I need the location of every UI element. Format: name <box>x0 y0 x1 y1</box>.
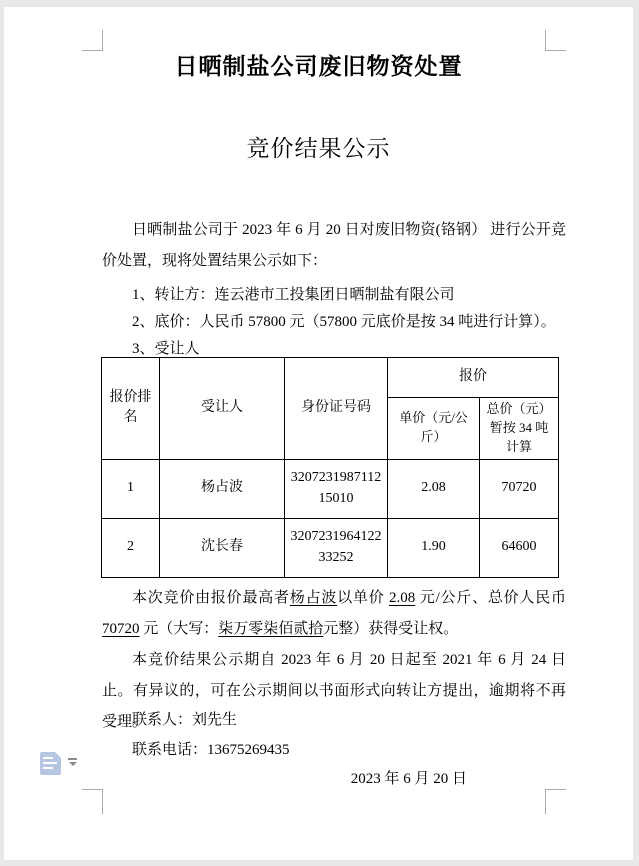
list-item-transferee: 3、受让人 <box>132 341 200 357</box>
doc-line <box>43 767 53 769</box>
dropdown-arrow-dash <box>68 758 77 760</box>
cell-total-price: 64600 <box>480 518 559 577</box>
contact-person: 联系人：刘先生 <box>132 712 238 728</box>
paste-options-icon[interactable] <box>40 752 61 775</box>
cell-total-price: 70720 <box>480 459 559 518</box>
list-item-transferor: 1、转让方：连云港市工投集团日晒制盐有限公司 <box>132 287 455 303</box>
cell-unit-price: 1.90 <box>388 518 480 577</box>
col-header-name: 受让人 <box>160 358 285 460</box>
cell-rank: 1 <box>102 459 160 518</box>
text-boundary-mark-top-left <box>82 30 103 51</box>
col-header-quote-group: 报价 <box>388 358 559 398</box>
table-header-row-1 <box>102 358 559 398</box>
document-title: 日晒制盐公司废旧物资处置 <box>174 54 463 79</box>
cell-rank: 2 <box>102 518 160 577</box>
cell-name: 沈长春 <box>160 518 285 577</box>
contact-phone: 联系电话：13675269435 <box>132 742 290 758</box>
cell-name: 杨占波 <box>160 459 285 518</box>
table-row <box>102 459 559 518</box>
intro-paragraph: 日晒制盐公司于 2023 年 6 月 20 日对废旧物资(铬钢） 进行公开竞价处置，现将处置结果公示如下： <box>102 222 566 269</box>
doc-line <box>43 757 53 759</box>
document-subtitle: 竞价结果公示 <box>246 136 391 161</box>
cell-id: 320723196412233252 <box>285 518 388 577</box>
result-paragraph: 本次竞价由报价最高者杨占波以单价 2.08 元/公斤、总价人民币 70720 元（大写：柒万零柒佰贰拾元整）获得受让权。 <box>102 590 566 637</box>
doc-line <box>43 762 57 764</box>
numbered-list <box>102 282 566 363</box>
document-date-text: 2023 年 6 月 20 日 <box>350 771 467 787</box>
dropdown-arrow-icon[interactable] <box>68 758 77 766</box>
list-item-base-price: 2、底价：人民币 57800 元（57800 元底价是按 34 吨进行计算）。 <box>132 314 556 330</box>
document-date <box>102 767 566 788</box>
paste-options-button[interactable] <box>40 752 78 776</box>
cell-unit-price: 2.08 <box>388 459 480 518</box>
document-page <box>4 7 633 860</box>
bid-results-table <box>101 357 559 578</box>
col-header-total-price: 总价（元）暂按 34 吨计算 <box>480 398 559 460</box>
text-boundary-mark-top-right <box>545 30 566 51</box>
text-boundary-mark-bottom-left <box>82 789 103 814</box>
col-header-id: 身份证号码 <box>285 358 388 460</box>
page-fold-corner <box>55 752 61 758</box>
dropdown-arrow-triangle <box>69 762 77 766</box>
notice-paragraph: 本竞价结果公示期自 2023 年 6 月 20 日起至 2021 年 6 月 24 日止。有异议的，可在公示期间以书面形式向转让方提出，逾期将不再受理。 <box>102 652 566 730</box>
cell-id: 320723198711215010 <box>285 459 388 518</box>
col-header-unit-price: 单价（元/公斤） <box>388 398 480 460</box>
col-header-rank: 报价排名 <box>102 358 160 460</box>
table-row <box>102 518 559 577</box>
text-boundary-mark-bottom-right <box>545 789 566 814</box>
